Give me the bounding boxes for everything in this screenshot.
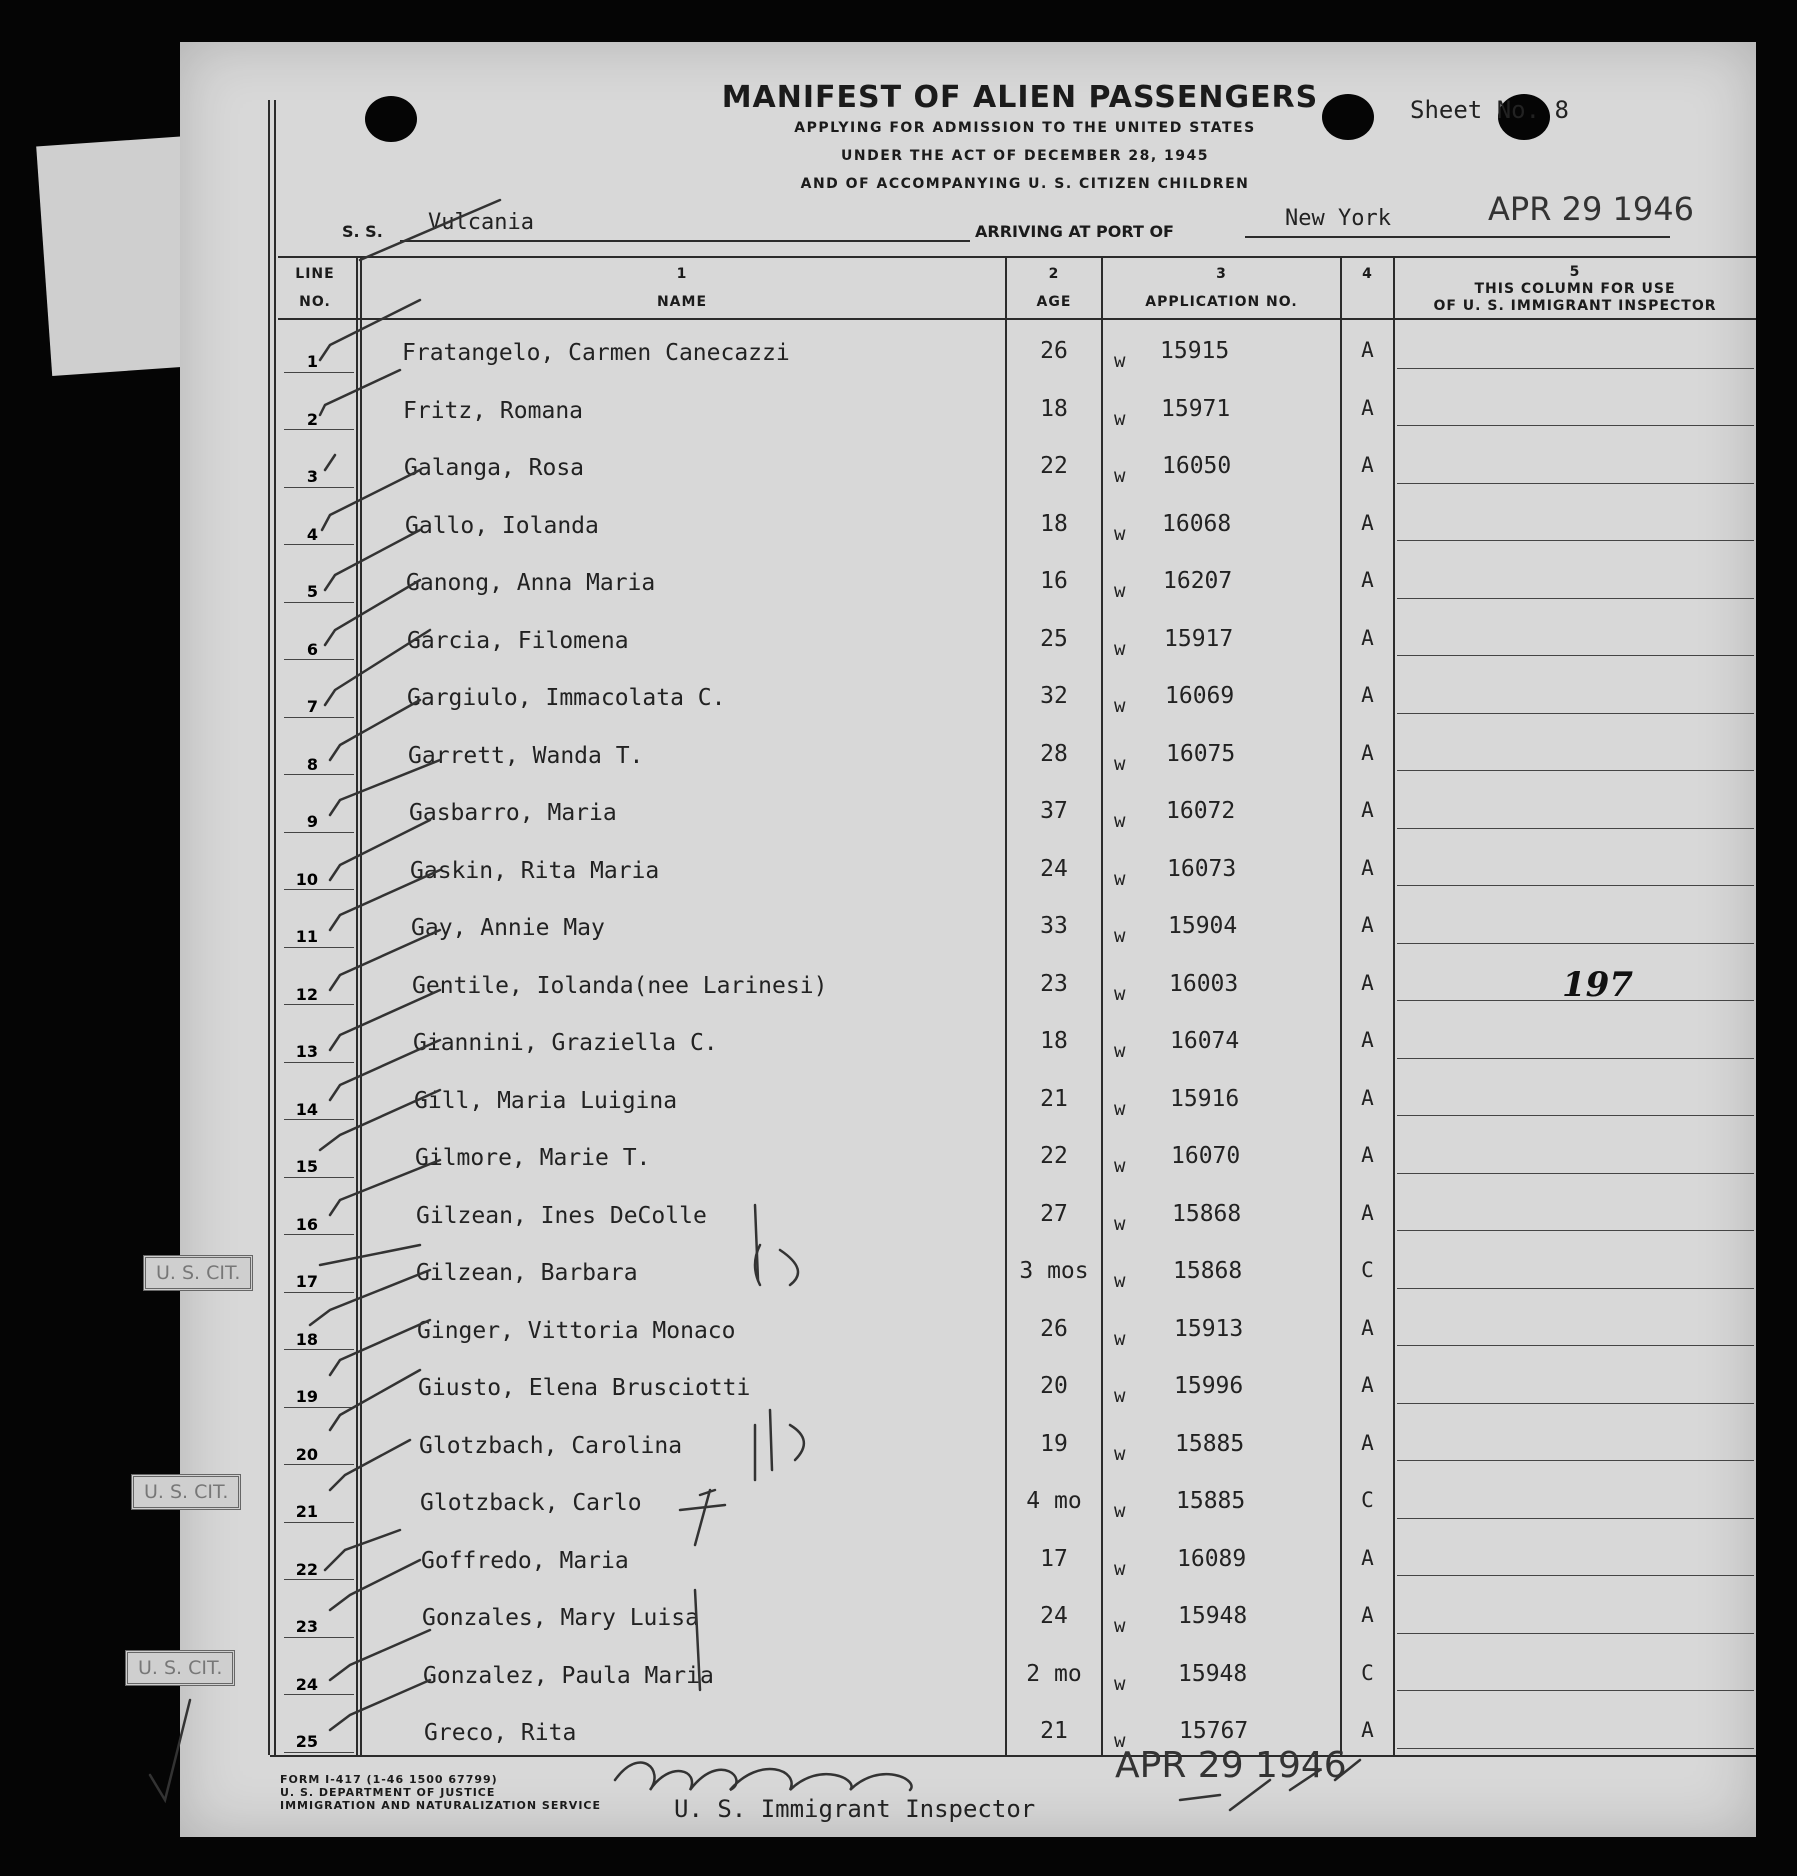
row-line-number: 17 <box>295 1272 318 1291</box>
passenger-name: Gaskin, Rita Maria <box>410 858 660 884</box>
row-line-number: 13 <box>295 1042 318 1061</box>
passenger-name: Ginger, Vittoria Monaco <box>417 1318 736 1344</box>
passenger-name: Fritz, Romana <box>403 398 584 424</box>
application-prefix: w <box>1114 868 1126 890</box>
application-number: 16070 <box>1171 1143 1241 1169</box>
us-citizen-stamp: U. S. CIT. <box>131 1474 241 1510</box>
class-code: A <box>1361 1028 1374 1052</box>
application-prefix: w <box>1114 408 1126 430</box>
subtitle-line-2: UNDER THE ACT OF DECEMBER 28, 1945 <box>841 148 1209 164</box>
application-prefix: w <box>1114 1385 1126 1407</box>
application-prefix: w <box>1114 638 1126 660</box>
application-prefix: w <box>1114 1098 1126 1120</box>
row-line-number: 8 <box>306 755 318 774</box>
class-code: A <box>1361 856 1374 880</box>
application-number: 16069 <box>1165 683 1235 709</box>
row-line-number: 1 <box>306 352 318 371</box>
application-number: 15916 <box>1170 1086 1240 1112</box>
row-line-number: 9 <box>306 812 318 831</box>
row-line-number: 23 <box>295 1617 318 1636</box>
passenger-age: 17 <box>1040 1546 1068 1572</box>
col-header-age-num: 2 <box>1048 266 1060 282</box>
bottom-date-stamp: APR 29 1946 <box>1115 1745 1347 1786</box>
class-code: A <box>1361 1718 1374 1742</box>
passenger-age: 21 <box>1040 1718 1068 1744</box>
application-number: 16207 <box>1163 568 1233 594</box>
class-code: A <box>1361 453 1374 477</box>
passenger-name: Glotzbach, Carolina <box>419 1433 683 1459</box>
col-header-line-num: LINE <box>295 266 335 282</box>
passenger-age: 18 <box>1040 511 1068 537</box>
class-code: A <box>1361 913 1374 937</box>
class-code: A <box>1361 971 1374 995</box>
row-line-number: 7 <box>306 697 318 716</box>
passenger-age: 33 <box>1040 913 1068 939</box>
application-number: 16050 <box>1162 453 1232 479</box>
passenger-name: Greco, Rita <box>424 1720 577 1746</box>
class-code: A <box>1361 626 1374 650</box>
passenger-age: 2 mo <box>1026 1661 1082 1687</box>
application-prefix: w <box>1114 753 1126 775</box>
sheet-number: Sheet No. 8 <box>1410 96 1569 124</box>
form-department: U. S. DEPARTMENT OF JUSTICE <box>280 1786 496 1799</box>
passenger-name: Gonzalez, Paula Maria <box>423 1663 714 1689</box>
application-number: 16074 <box>1170 1028 1240 1054</box>
application-number: 15917 <box>1164 626 1234 652</box>
application-prefix: w <box>1114 1270 1126 1292</box>
passenger-name: Gonzales, Mary Luisa <box>422 1605 699 1631</box>
ship-name: Vulcania <box>428 210 534 235</box>
application-number: 16068 <box>1162 511 1232 537</box>
application-number: 16003 <box>1169 971 1239 997</box>
passenger-name: Gilzean, Ines DeColle <box>416 1203 707 1229</box>
row-line-number: 24 <box>295 1675 318 1694</box>
application-number: 15996 <box>1174 1373 1244 1399</box>
application-prefix: w <box>1114 925 1126 947</box>
passenger-age: 22 <box>1040 453 1068 479</box>
application-prefix: w <box>1114 523 1126 545</box>
class-code: A <box>1361 511 1374 535</box>
application-number: 15885 <box>1175 1431 1245 1457</box>
application-prefix: w <box>1114 350 1126 372</box>
passenger-age: 18 <box>1040 1028 1068 1054</box>
col-header-age-label: AGE <box>1036 294 1072 310</box>
row-line-number: 18 <box>295 1330 318 1349</box>
class-code: A <box>1361 1086 1374 1110</box>
application-number: 15767 <box>1179 1718 1249 1744</box>
class-code: A <box>1361 568 1374 592</box>
application-prefix: w <box>1114 983 1126 1005</box>
passenger-age: 25 <box>1040 626 1068 652</box>
row-line-number: 10 <box>295 870 318 889</box>
passenger-age: 4 mo <box>1026 1488 1082 1514</box>
application-number: 16075 <box>1166 741 1236 767</box>
application-prefix: w <box>1114 1500 1126 1522</box>
application-number: 16089 <box>1177 1546 1247 1572</box>
passenger-age: 16 <box>1040 568 1068 594</box>
passenger-name: Fratangelo, Carmen Canecazzi <box>402 340 790 366</box>
row-line-number: 3 <box>306 467 318 486</box>
passenger-age: 3 mos <box>1019 1258 1089 1284</box>
col-header-5-num: 5 <box>1569 264 1581 280</box>
passenger-name: Gasbarro, Maria <box>409 800 617 826</box>
passenger-age: 22 <box>1040 1143 1068 1169</box>
class-code: A <box>1361 741 1374 765</box>
row-line-number: 15 <box>295 1157 318 1176</box>
application-number: 15948 <box>1178 1661 1248 1687</box>
class-code: C <box>1361 1661 1374 1685</box>
row-line-number: 14 <box>295 1100 318 1119</box>
col-header-app-num: 3 <box>1216 266 1227 282</box>
application-number: 16072 <box>1166 798 1236 824</box>
application-number: 15885 <box>1176 1488 1246 1514</box>
class-code: A <box>1361 396 1374 420</box>
passenger-age: 24 <box>1040 856 1068 882</box>
signature-caption: U. S. Immigrant Inspector <box>674 1795 1036 1823</box>
passenger-age: 32 <box>1040 683 1068 709</box>
col-header-app-label: APPLICATION NO. <box>1145 294 1298 310</box>
passenger-age: 26 <box>1040 1316 1068 1342</box>
passenger-age: 21 <box>1040 1086 1068 1112</box>
row-line-number: 22 <box>295 1560 318 1579</box>
application-number: 15913 <box>1174 1316 1244 1342</box>
passenger-name: Garrett, Wanda T. <box>408 743 644 769</box>
passenger-name: Gallo, Iolanda <box>405 513 599 539</box>
row-line-number: 20 <box>295 1445 318 1464</box>
subtitle-line-3: AND OF ACCOMPANYING U. S. CITIZEN CHILDREN <box>800 176 1250 192</box>
passenger-age: 18 <box>1040 396 1068 422</box>
class-code: A <box>1361 1431 1374 1455</box>
class-code: A <box>1361 1373 1374 1397</box>
passenger-name: Glotzback, Carlo <box>420 1490 642 1516</box>
passenger-name: Gay, Annie May <box>411 915 605 941</box>
row-line-number: 4 <box>306 525 318 544</box>
application-prefix: w <box>1114 1443 1126 1465</box>
passenger-name: Gargiulo, Immacolata C. <box>407 685 726 711</box>
class-code: C <box>1361 1258 1374 1282</box>
row-line-number: 25 <box>295 1732 318 1751</box>
col-header-name-label: NAME <box>656 294 708 310</box>
application-prefix: w <box>1114 1040 1126 1062</box>
application-number: 15868 <box>1172 1201 1242 1227</box>
row-line-number: 16 <box>295 1215 318 1234</box>
row-line-number: 12 <box>295 985 318 1004</box>
passenger-age: 28 <box>1040 741 1068 767</box>
row-line-number: 19 <box>295 1387 318 1406</box>
col-header-5-label-2: OF U. S. IMMIGRANT INSPECTOR <box>1433 298 1717 314</box>
passenger-name: Gilzean, Barbara <box>416 1260 638 1286</box>
passenger-name: Ganong, Anna Maria <box>406 570 656 596</box>
class-code: C <box>1361 1488 1374 1512</box>
us-citizen-stamp: U. S. CIT. <box>125 1650 235 1686</box>
application-number: 15971 <box>1161 396 1231 422</box>
passenger-name: Giannini, Graziella C. <box>413 1030 718 1056</box>
row-line-number: 2 <box>306 410 318 429</box>
passenger-name: Gilmore, Marie T. <box>415 1145 651 1171</box>
passenger-name: Garcia, Filomena <box>407 628 629 654</box>
passenger-name: Gentile, Iolanda(nee Larinesi) <box>412 973 828 999</box>
application-prefix: w <box>1114 1155 1126 1177</box>
row-line-number: 5 <box>306 582 318 601</box>
application-number: 15915 <box>1160 338 1230 364</box>
class-code: A <box>1361 1201 1374 1225</box>
us-citizen-stamp: U. S. CIT. <box>143 1255 253 1291</box>
arrival-date-stamp: APR 29 1946 <box>1488 190 1694 228</box>
application-prefix: w <box>1114 695 1126 717</box>
col-header-5-label-1: THIS COLUMN FOR USE <box>1474 281 1676 297</box>
application-number: 16073 <box>1167 856 1237 882</box>
passenger-age: 19 <box>1040 1431 1068 1457</box>
class-code: A <box>1361 1316 1374 1340</box>
application-prefix: w <box>1114 1328 1126 1350</box>
application-prefix: w <box>1114 1558 1126 1580</box>
class-code: A <box>1361 798 1374 822</box>
passenger-age: 24 <box>1040 1603 1068 1629</box>
col-header-name-num: 1 <box>676 266 688 282</box>
port-name: New York <box>1285 206 1391 231</box>
row-line-number: 11 <box>295 927 318 946</box>
form-service: IMMIGRATION AND NATURALIZATION SERVICE <box>280 1799 602 1812</box>
application-number: 15868 <box>1173 1258 1243 1284</box>
application-prefix: w <box>1114 1673 1126 1695</box>
passenger-age: 20 <box>1040 1373 1068 1399</box>
class-code: A <box>1361 338 1374 362</box>
application-prefix: w <box>1114 465 1126 487</box>
passenger-name: Goffredo, Maria <box>421 1548 629 1574</box>
application-number: 15904 <box>1168 913 1238 939</box>
passenger-age: 26 <box>1040 338 1068 364</box>
form-info <box>280 1773 601 1812</box>
application-prefix: w <box>1114 1615 1126 1637</box>
passenger-age: 37 <box>1040 798 1068 824</box>
inspector-note: 197 <box>1562 965 1633 1005</box>
passenger-age: 23 <box>1040 971 1068 997</box>
form-number: FORM I-417 (1-46 1500 67799) <box>280 1773 498 1786</box>
passenger-name: Giusto, Elena Brusciotti <box>418 1375 751 1401</box>
subtitle-line-1: APPLYING FOR ADMISSION TO THE UNITED STATES <box>794 120 1256 136</box>
application-number: 15948 <box>1178 1603 1248 1629</box>
application-prefix: w <box>1114 1213 1126 1235</box>
class-code: A <box>1361 1143 1374 1167</box>
col-header-line-label: NO. <box>299 294 331 310</box>
application-prefix: w <box>1114 810 1126 832</box>
col-header-4-num: 4 <box>1362 266 1373 282</box>
class-code: A <box>1361 683 1374 707</box>
application-prefix: w <box>1114 1730 1126 1752</box>
port-label: ARRIVING AT PORT OF <box>975 222 1174 241</box>
row-line-number: 21 <box>295 1502 318 1521</box>
passenger-age: 27 <box>1040 1201 1068 1227</box>
passenger-name: Galanga, Rosa <box>404 455 585 481</box>
ship-label: S. S. <box>342 222 383 241</box>
passenger-name: Gill, Maria Luigina <box>414 1088 678 1114</box>
class-code: A <box>1361 1546 1374 1570</box>
class-code: A <box>1361 1603 1374 1627</box>
application-prefix: w <box>1114 580 1126 602</box>
page-title: MANIFEST OF ALIEN PASSENGERS <box>721 80 1319 115</box>
row-line-number: 6 <box>306 640 318 659</box>
